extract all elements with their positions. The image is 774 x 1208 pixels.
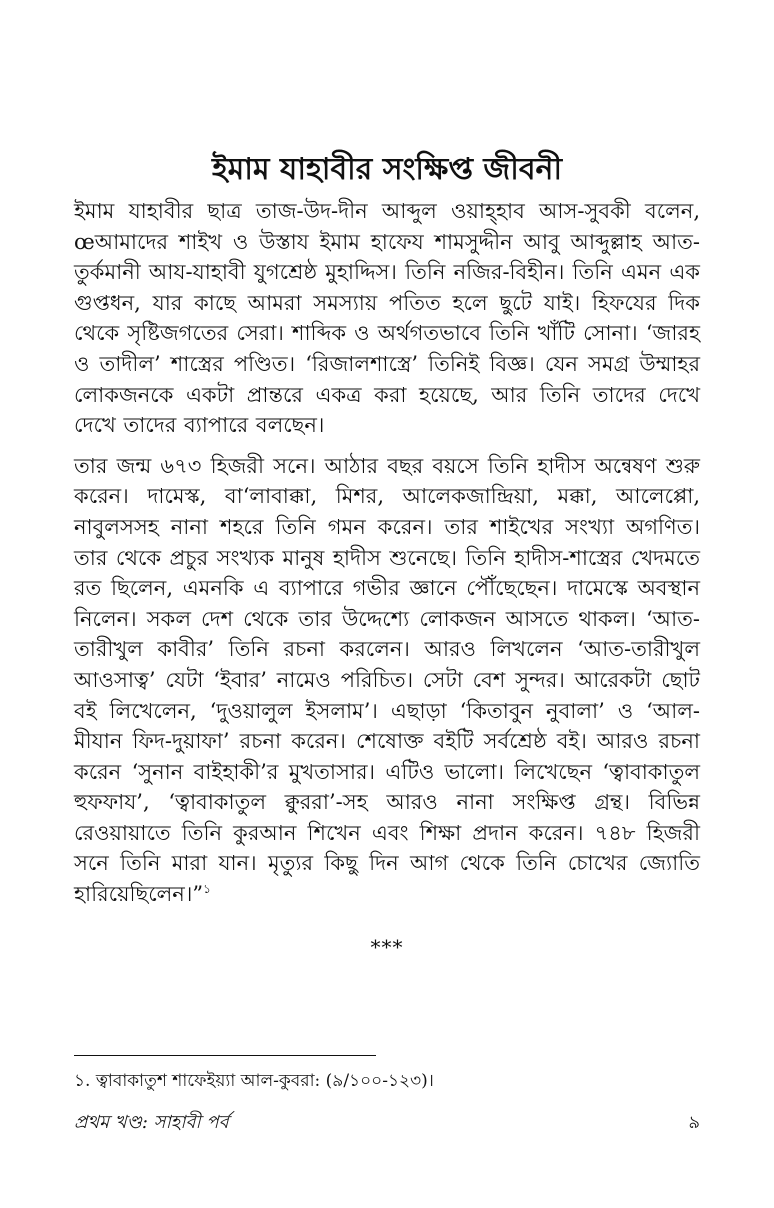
paragraph-2 xyxy=(74,451,700,910)
footer-section-title: প্রথম খণ্ড: সাহাবী পর্ব xyxy=(74,1112,229,1133)
paragraph-2-text: তার জন্ম ৬৭৩ হিজরী সনে। আঠার বছর বয়সে তিনি হাদীস অন্বেষণ শুরু করেন। দামেস্ক, বা‘লাবাক্কা, মিশর, আলেকজান্দ্রিয়া, মক্কা, আলেপ্পো, নাবুলসসহ নানা শহরে তিনি গমন করেন। তার শাইখের সংখ্যা অগণিত। তার থেকে প্রচুর সংখ্যক মানুষ হাদীস শুনেছে। তিনি হাদীস-শাস্ত্রের খেদমতে রত ছিলেন, এমনকি এ ব্যাপারে গভীর জ্ঞানে পৌঁছেছেন। দামেস্কে অবস্থান নিলেন। সকল দেশ থেকে তার উদ্দেশ্যে লোকজন আসতে থাকল। ‘আত-তারীখুল কাবীর’ তিনি রচনা করলেন। আরও লিখলেন ‘আত-তারীখুল আওসাত্ব’ যেটা ‘ইবার’ নামেও পরিচিত। সেটা বেশ সুন্দর। আরেকটা ছোট বই লিখেলেন, ‘দুওয়ালুল ইসলাম’। এছাড়া ‘কিতাবুন নুবালা’ ও ‘আল-মীযান ফিদ-দুয়াফা’ রচনা করেন। শেষোক্ত বইটি সর্বশ্রেষ্ঠ বই। আরও রচনা করেন ‘সুনান বাইহাকী’র মুখতাসার। এটিও ভালো। লিখেছেন ‘ত্বাবাকাতুল হুফফায’, ‘ত্বাবাকাতুল ক্বুররা’-সহ আরও নানা সংক্ষিপ্ত গ্রন্থ। বিভিন্ন রেওয়ায়াতে তিনি কুরআন শিখেন এবং শিক্ষা প্রদান করেন। ৭৪৮ হিজরী সনে তিনি মারা যান। মৃত্যুর কিছু দিন আগ থেকে তিনি চোখের জ্যোতি হারিয়েছিলেন।” xyxy=(74,453,700,907)
page-title: ইমাম যাহাবীর সংক্ষিপ্ত জীবনী xyxy=(211,152,563,187)
paragraph-1-text: ইমাম যাহাবীর ছাত্র তাজ-উদ-দীন আব্দুল ওয়াহ্হাব আস-সুবকী বলেন, œআমাদের শাইখ ও উস্তায ইমাম হাফেয শামসুদ্দীন আবু আব্দুল্লাহ আত-তুর্কমানী আয-যাহাবী যুগশ্রেষ্ঠ মুহাদ্দিস। তিনি নজির-বিহীন। তিনি এমন এক গুপ্তধন, যার কাছে আমরা সমস্যায় পতিত হলে ছুটে যাই। হিফযের দিক থেকে সৃষ্টিজগতের সেরা। শাব্দিক ও অর্থগতভাবে তিনি খাঁটি সোনা। ‘জারহ ও তাদীল’ শাস্ত্রের পণ্ডিত। ‘রিজালশাস্ত্রে’ তিনিই বিজ্ঞ। যেন সমগ্র উম্মাহর লোকজনকে একটা প্রান্তরে একত্র করা হয়েছে, আর তিনি তাদের দেখে দেখে তাদের ব্যাপারে বলছেন। xyxy=(74,199,700,438)
page-number: ৯ xyxy=(688,1112,700,1133)
footnote-divider xyxy=(74,1055,376,1056)
footnote: ১. ত্বাবাকাতুশ শাফেইয়্যা আল-কুবরা: (৯/১০০-১২৩)। xyxy=(74,1071,434,1091)
section-separator: *** xyxy=(370,935,404,959)
paragraph-1 xyxy=(74,196,700,441)
footnote-reference[interactable]: ১ xyxy=(203,882,211,897)
page-footer xyxy=(74,1108,700,1138)
body-text xyxy=(74,196,700,920)
